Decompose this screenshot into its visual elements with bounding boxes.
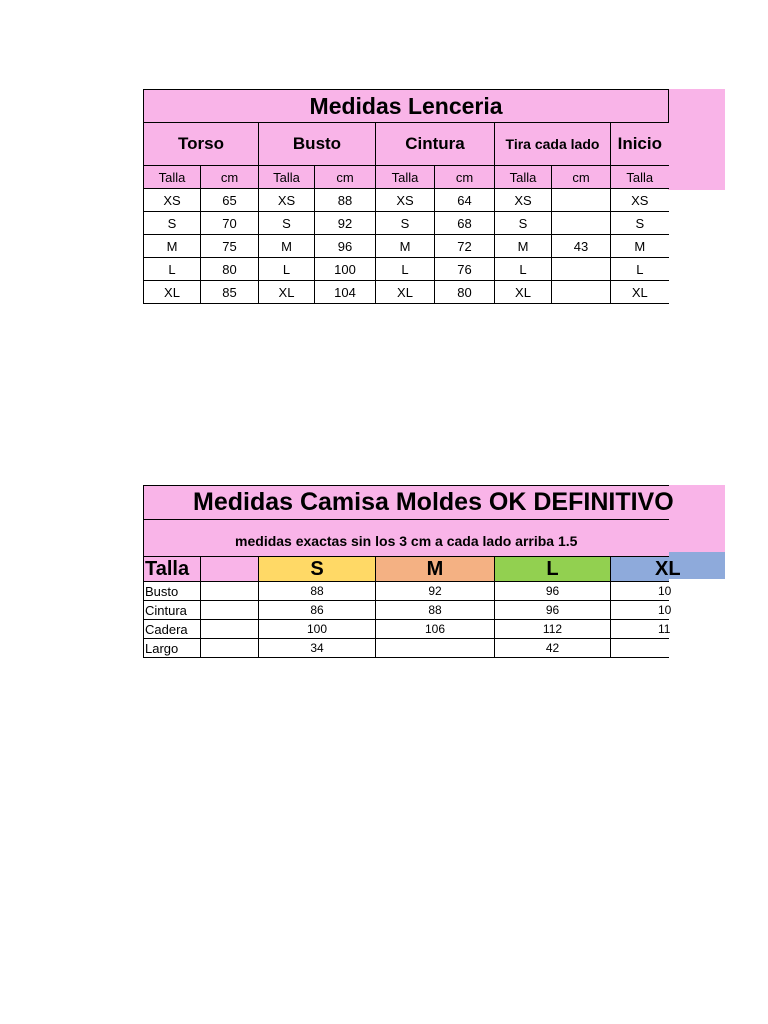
table-cell: 112 [495, 620, 611, 639]
group-header-busto: Busto [259, 123, 376, 166]
table-row [144, 235, 669, 258]
table-cell: 88 [376, 601, 495, 620]
subheader-cell: Talla [259, 166, 315, 189]
lenceria-table-container [143, 89, 668, 311]
table-cell: 80 [201, 258, 259, 281]
table-cell: 96 [495, 582, 611, 601]
table-cell [611, 639, 669, 658]
camisa-table [143, 485, 681, 658]
row-label: Cintura [144, 601, 201, 620]
table-cell: 10 [611, 601, 669, 620]
camisa-table-container [143, 485, 681, 658]
table-cell: 100 [315, 258, 376, 281]
subheader-cell: Talla [611, 166, 669, 189]
table-row [144, 601, 669, 620]
subheader-cell: cm [552, 166, 611, 189]
table-cell: S [259, 212, 315, 235]
table-cell: XL [376, 281, 435, 304]
lenceria-table [143, 89, 669, 304]
table-row [144, 639, 669, 658]
table-cell: M [495, 235, 552, 258]
table-cell: 96 [495, 601, 611, 620]
size-header-m: M [376, 557, 495, 582]
table-row [144, 620, 669, 639]
subheader-cell: cm [201, 166, 259, 189]
table-cell: 104 [315, 281, 376, 304]
table-cell: XL [144, 281, 201, 304]
table-cell: 64 [435, 189, 495, 212]
table-cell: 92 [376, 582, 495, 601]
table-cell: M [144, 235, 201, 258]
table-cell: 34 [259, 639, 376, 658]
size-header-xl: XL [611, 557, 669, 582]
table-cell: M [611, 235, 669, 258]
table-cell: M [376, 235, 435, 258]
subheader-cell: cm [315, 166, 376, 189]
table-cell: 80 [435, 281, 495, 304]
subheader-cell: Talla [144, 166, 201, 189]
row-label: Largo [144, 639, 201, 658]
table-cell: S [376, 212, 435, 235]
empty-header-cell [201, 557, 259, 582]
subheader-cell: cm [435, 166, 495, 189]
table-cell: XL [259, 281, 315, 304]
table-cell: L [259, 258, 315, 281]
table-row [144, 189, 669, 212]
table-cell: XS [376, 189, 435, 212]
table-cell: XS [611, 189, 669, 212]
table-cell [552, 258, 611, 281]
group-header-torso: Torso [144, 123, 259, 166]
table-cell: 65 [201, 189, 259, 212]
camisa-subtitle: medidas exactas sin los 3 cm a cada lado arriba 1.5 [144, 520, 669, 557]
table-cell: S [144, 212, 201, 235]
table-cell: 11 [611, 620, 669, 639]
empty-cell [201, 601, 259, 620]
table-cell: 100 [259, 620, 376, 639]
table-cell: S [495, 212, 552, 235]
group-header-cintura: Cintura [376, 123, 495, 166]
empty-cell [201, 639, 259, 658]
table-row [144, 582, 669, 601]
table-cell: L [144, 258, 201, 281]
camisa-title: Medidas Camisa Moldes OK DEFINITIVO [144, 486, 669, 520]
row-label: Busto [144, 582, 201, 601]
table-row [144, 281, 669, 304]
group-header-inicio: Inicio [611, 123, 669, 166]
lenceria-title: Medidas Lenceria [144, 90, 669, 123]
table-cell: S [611, 212, 669, 235]
table-cell: M [259, 235, 315, 258]
table-cell: 106 [376, 620, 495, 639]
subheader-cell: Talla [376, 166, 435, 189]
empty-cell [201, 582, 259, 601]
table-cell: XS [259, 189, 315, 212]
talla-label: Talla [144, 557, 201, 582]
size-header-l: L [495, 557, 611, 582]
table-cell: 88 [259, 582, 376, 601]
table-cell: L [495, 258, 552, 281]
camisa-header-overflow-fill [668, 485, 725, 552]
group-header-tira: Tira cada lado [495, 123, 611, 166]
table-cell: 72 [435, 235, 495, 258]
table-cell: 75 [201, 235, 259, 258]
table-cell: XL [611, 281, 669, 304]
table-cell: 70 [201, 212, 259, 235]
table-cell: XS [495, 189, 552, 212]
table-cell: 92 [315, 212, 376, 235]
empty-cell [201, 620, 259, 639]
table-cell [552, 189, 611, 212]
table-cell: 42 [495, 639, 611, 658]
table-cell [376, 639, 495, 658]
size-header-s: S [259, 557, 376, 582]
table-cell: 43 [552, 235, 611, 258]
table-cell: 68 [435, 212, 495, 235]
table-cell: XL [495, 281, 552, 304]
table-cell: 86 [259, 601, 376, 620]
table-cell: 76 [435, 258, 495, 281]
table-cell: XS [144, 189, 201, 212]
row-label: Cadera [144, 620, 201, 639]
table-cell: 85 [201, 281, 259, 304]
subheader-cell: Talla [495, 166, 552, 189]
table-row [144, 212, 669, 235]
table-cell: L [376, 258, 435, 281]
table-cell: 10 [611, 582, 669, 601]
table-cell [552, 281, 611, 304]
table-cell [552, 212, 611, 235]
table-row [144, 258, 669, 281]
lenceria-header-overflow-fill [668, 89, 725, 190]
table-cell: 96 [315, 235, 376, 258]
table-cell: 88 [315, 189, 376, 212]
table-cell: L [611, 258, 669, 281]
